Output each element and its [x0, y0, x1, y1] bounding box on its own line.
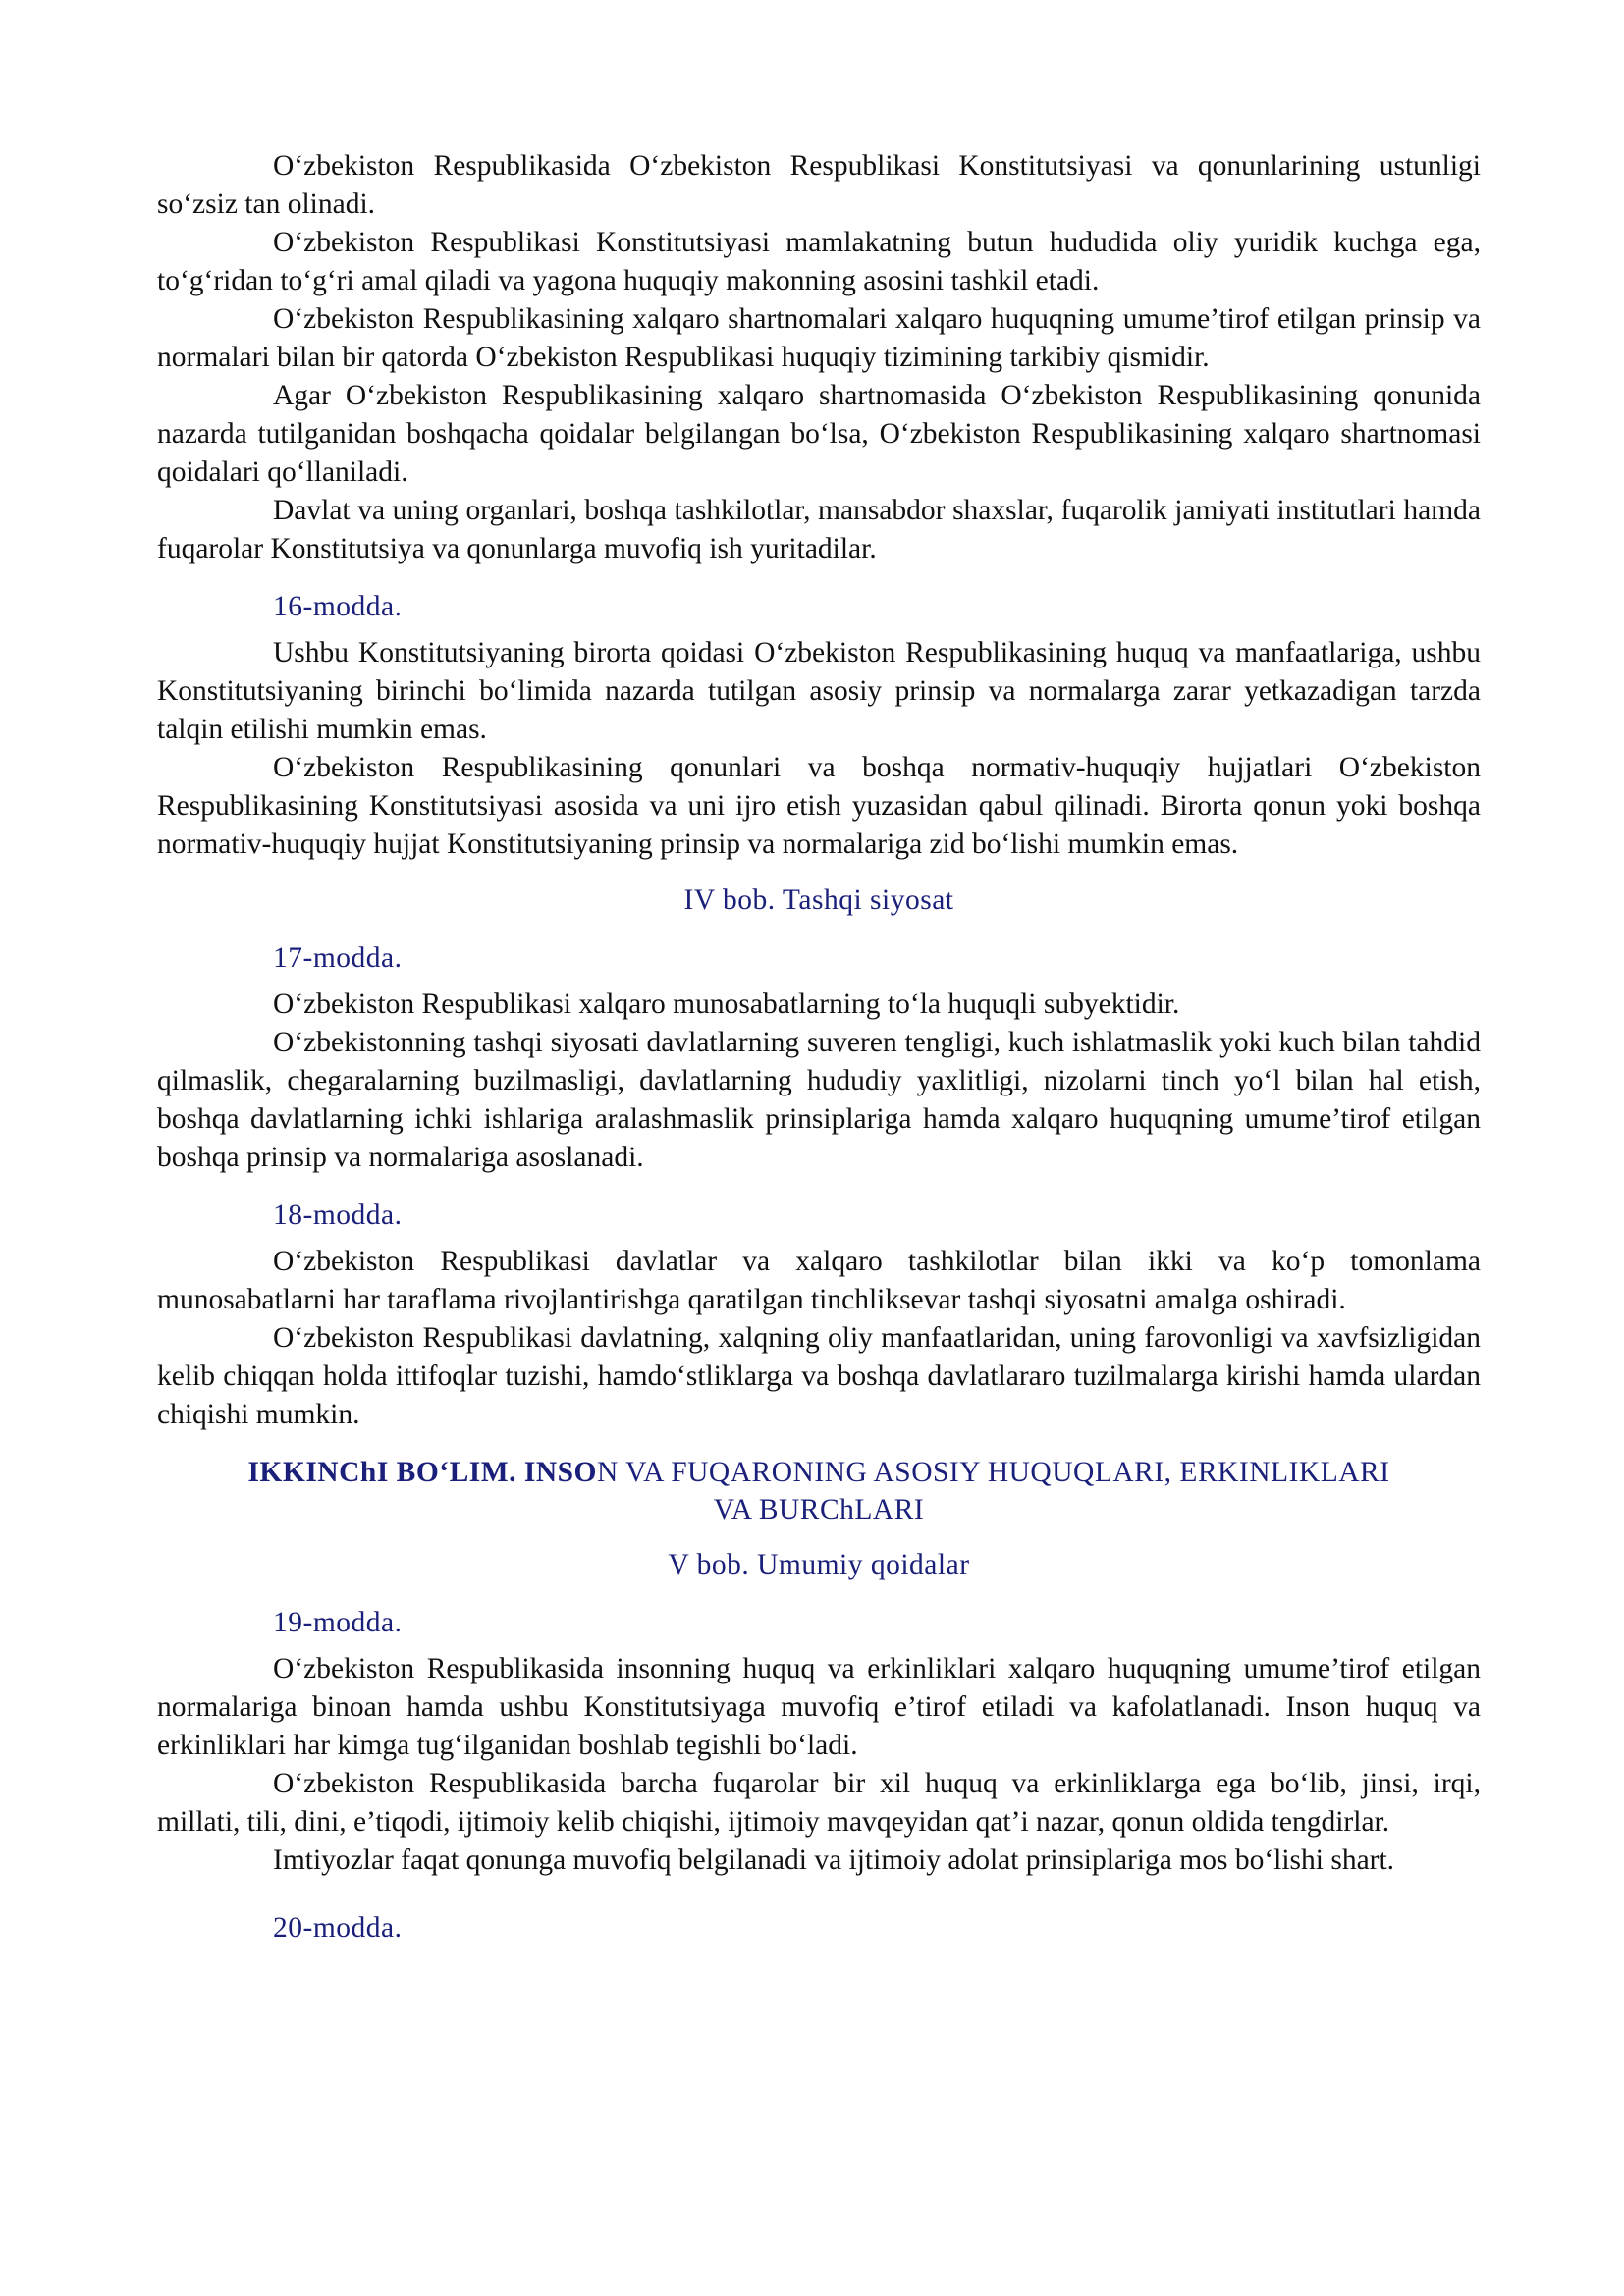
section-heading: [157, 1454, 1481, 1528]
paragraph: Ushbu Konstitutsiyaning birorta qoidasi O‘zbekiston Respublikasining huquq va manfaatlariga, ushbu Konstitutsiyaning birinchi bo‘limida nazarda tutilgan asosiy prinsip va normalarga zarar yetkazadigan tarzda talqin etilishi mumkin emas.: [157, 637, 1481, 745]
section-heading-bold: IKKINChI BO‘LIM. INSO: [247, 1457, 598, 1488]
paragraph: Davlat va uning organlari, boshqa tashkilotlar, mansabdor shaxslar, fuqarolik jamiyati institutlari hamda fuqarolar Konstitutsiya va qonunlarga muvofiq ish yuritadilar.: [157, 495, 1481, 564]
paragraph: O‘zbekiston Respublikasi xalqaro munosabatlarning to‘la huquqli subyektidir.: [273, 988, 1180, 1020]
article-heading-19: 19-modda.: [273, 1607, 403, 1638]
section-heading-rest: N VA FUQARONING ASOSIY HUQUQLARI, ERKINLIKLARI: [597, 1457, 1390, 1488]
article-heading-16: 16-modda.: [273, 591, 403, 622]
paragraph: O‘zbekistonning tashqi siyosati davlatlarning suveren tengligi, kuch ishlatmaslik yoki kuch bilan tahdid qilmaslik, chegaralarning buzilmasligi, davlatlarning hududiy yaxlitligi, nizolarni tinch yo‘l bilan hal etish, boshqa davlatlarning ichki ishlariga aralashmaslik prinsiplariga hamda xalqaro huquqning umume’tirof etilgan boshqa prinsip va normalariga asoslanadi.: [157, 1027, 1481, 1173]
article-heading-17: 17-modda.: [273, 942, 403, 974]
paragraph: O‘zbekiston Respublikasida O‘zbekiston Respublikasi Konstitutsiyasi va qonunlarining ustunligi so‘zsiz tan olinadi.: [157, 150, 1481, 220]
paragraph: Imtiyozlar faqat qonunga muvofiq belgilanadi va ijtimoiy adolat prinsiplariga mos bo‘lishi shart.: [273, 1844, 1395, 1876]
paragraph: O‘zbekiston Respublikasida barcha fuqarolar bir xil huquq va erkinliklarga ega bo‘lib, jinsi, irqi, millati, tili, dini, e’tiqodi, ijtimoiy kelib chiqishi, ijtimoiy mavqeyidan qat’i nazar, qonun oldida tengdirlar.: [157, 1768, 1481, 1838]
chapter-heading-5: V bob. Umumiy qoidalar: [668, 1549, 970, 1580]
paragraph: O‘zbekiston Respublikasi davlatlar va xalqaro tashkilotlar bilan ikki va ko‘p tomonlama munosabatlarni har taraflama rivojlantirishga qaratilgan tinchliksevar tashqi siyosatni amalga oshiradi.: [157, 1246, 1481, 1315]
article-heading-20: 20-modda.: [273, 1912, 403, 1944]
paragraph: O‘zbekiston Respublikasi davlatning, xalqning oliy manfaatlaridan, uning farovonligi va xavfsizligidan kelib chiqqan holda ittifoqlar tuzishi, hamdo‘stliklarga va boshqa davlatlararo tuzilmalarga kirishi hamda ulardan chiqishi mumkin.: [157, 1322, 1481, 1430]
chapter-heading-4: IV bob. Tashqi siyosat: [683, 884, 954, 916]
article-heading-18: 18-modda.: [273, 1200, 403, 1231]
paragraph: Agar O‘zbekiston Respublikasining xalqaro shartnomasida O‘zbekiston Respublikasining qonunida nazarda tutilganidan boshqacha qoidalar belgilangan bo‘lsa, O‘zbekiston Respublikasining xalqaro shartnomasi qoidalari qo‘llaniladi.: [157, 380, 1481, 488]
paragraph: O‘zbekiston Respublikasining xalqaro shartnomalari xalqaro huquqning umume’tirof etilgan prinsip va normalari bilan bir qatorda O‘zbekiston Respublikasi huquqiy tizimining tarkibiy qismidir.: [157, 303, 1481, 373]
paragraph: O‘zbekiston Respublikasi Konstitutsiyasi mamlakatning butun hududida oliy yuridik kuchga ega, to‘g‘ridan to‘g‘ri amal qiladi va yagona huquqiy makonning asosini tashkil etadi.: [157, 227, 1481, 296]
section-heading-line2: VA BURChLARI: [713, 1494, 925, 1525]
document-page: [157, 147, 1481, 1955]
paragraph: O‘zbekiston Respublikasining qonunlari va boshqa normativ-huquqiy hujjatlari O‘zbekiston Respublikasining Konstitutsiyasi asosida va uni ijro etish yuzasidan qabul qilinadi. Birorta qonun yoki boshqa normativ-huquqiy hujjat Konstitutsiyaning prinsip va normalariga zid bo‘lishi mumkin emas.: [157, 752, 1481, 860]
paragraph: O‘zbekiston Respublikasida insonning huquq va erkinliklari xalqaro huquqning umume’tirof etilgan normalariga binoan hamda ushbu Konstitutsiyaga muvofiq e’tirof etiladi va kafolatlanadi. Inson huquq va erkinliklari har kimga tug‘ilganidan boshlab tegishli bo‘ladi.: [157, 1653, 1481, 1761]
